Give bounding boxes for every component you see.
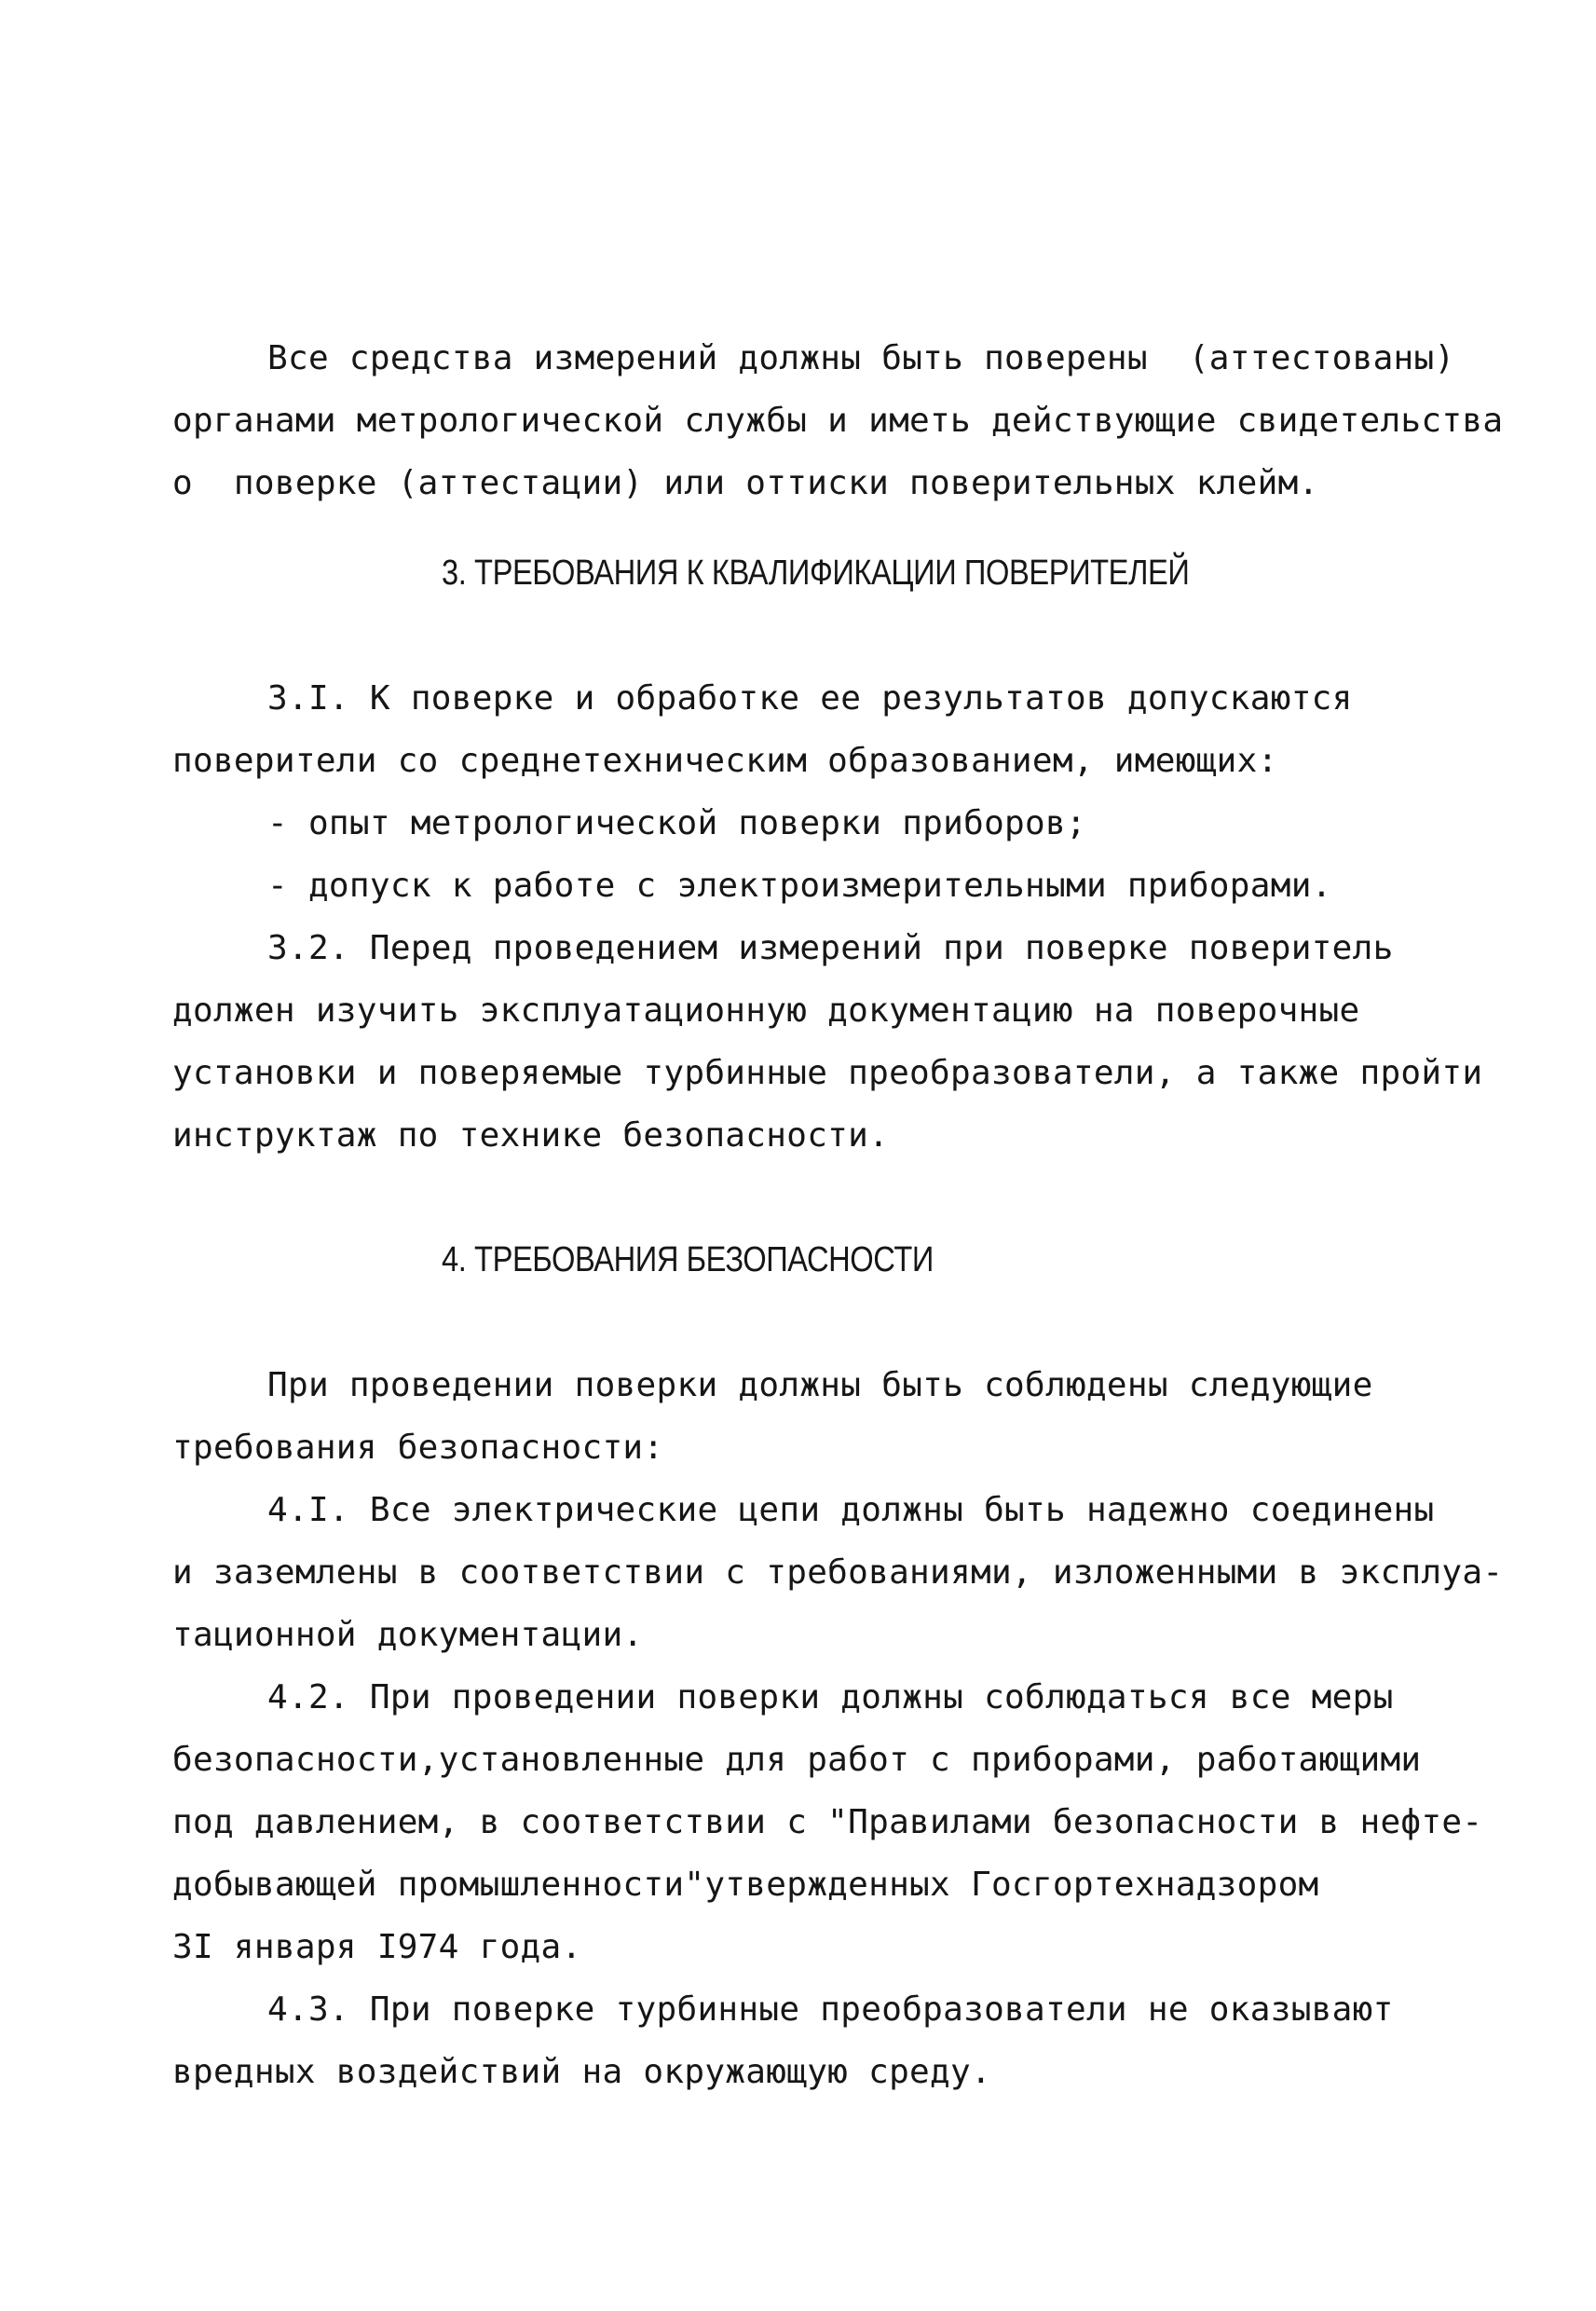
- section-4-heading: 4. ТРЕБОВАНИЯ БЕЗОПАСНОСТИ: [442, 1240, 934, 1279]
- section-3-line-5: 3.2. Перед проведением измерений при поверке поверитель: [267, 929, 1394, 967]
- section-3-line-1: 3.I. К поверке и обработке ее результатов допускаются: [267, 679, 1353, 718]
- section-3-line-8: инструктаж по технике безопасности.: [172, 1116, 890, 1155]
- section-3-line-4: - допуск к работе с электроизмерительными приборами.: [267, 867, 1332, 905]
- section-4-line-6: 4.2. При проведении поверки должны соблюдаться все меры: [267, 1678, 1394, 1716]
- section-3-line-2: поверители со среднетехническим образованием, имеющих:: [172, 742, 1278, 780]
- intro-line-3: о поверке (аттестации) или оттиски поверительных клейм.: [172, 464, 1319, 502]
- section-3-line-3: - опыт метрологической поверки приборов;: [267, 804, 1086, 842]
- section-4-line-5: тационной документации.: [172, 1616, 644, 1654]
- section-4-line-3: 4.I. Все электрические цепи должны быть надежно соединены: [267, 1491, 1435, 1529]
- section-4-line-10: 3I января I974 года.: [172, 1928, 582, 1966]
- section-4-line-8: под давлением, в соответствии с "Правилами безопасности в нефте-: [172, 1803, 1483, 1841]
- intro-line-1: Все средства измерений должны быть поверены (аттестованы): [267, 339, 1455, 377]
- section-4-line-2: требования безопасности:: [172, 1429, 664, 1467]
- section-4-line-12: вредных воздействий на окружающую среду.: [172, 2053, 991, 2091]
- section-4-line-9: добывающей промышленности"утвержденных Госгортехнадзором: [172, 1866, 1319, 1904]
- section-3-line-6: должен изучить эксплуатационную документацию на поверочные: [172, 991, 1360, 1030]
- section-4-line-4: и заземлены в соответствии с требованиями, изложенными в эксплуа-: [172, 1553, 1504, 1592]
- intro-line-2: органами метрологической службы и иметь действующие свидетельства: [172, 402, 1504, 440]
- section-3-heading: 3. ТРЕБОВАНИЯ К КВАЛИФИКАЦИИ ПОВЕРИТЕЛЕЙ: [442, 554, 1190, 593]
- section-4-line-7: безопасности,установленные для работ с приборами, работающими: [172, 1741, 1422, 1779]
- section-3-line-7: установки и поверяемые турбинные преобразователи, а также пройти: [172, 1054, 1483, 1092]
- section-4-line-1: При проведении поверки должны быть соблюдены следующие: [267, 1366, 1373, 1404]
- section-4-line-11: 4.3. При поверке турбинные преобразователи не оказывают: [267, 1990, 1394, 2029]
